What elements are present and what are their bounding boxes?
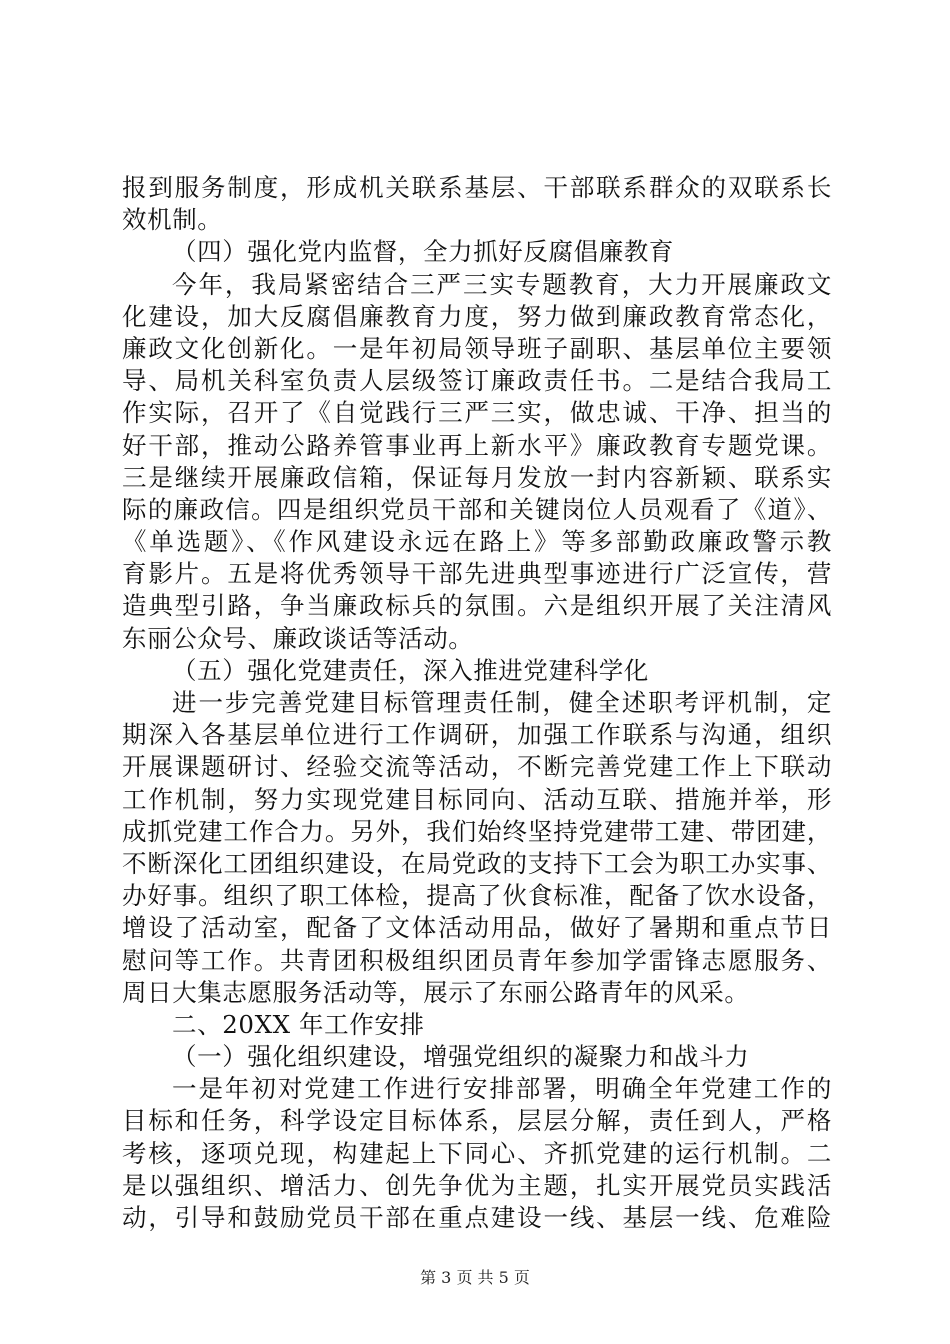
text-line: 考核，逐项兑现，构建起上下同心、齐抓党建的运行机制。二 xyxy=(122,1138,832,1168)
text-line: 动，引导和鼓励党员干部在重点建设一线、基层一线、危难险 xyxy=(122,1203,832,1232)
text-line: 是以强组织、增活力、创先争优为主题，扎实开展党员实践活 xyxy=(122,1170,832,1200)
text-line: 周日大集志愿服务活动等，展示了东丽公路青年的风采。 xyxy=(122,977,750,1007)
text-line: 效机制。 xyxy=(122,205,223,235)
text-line: 导、局机关科室负责人层级签订廉政责任书。二是结合我局工 xyxy=(122,366,832,396)
text-line: 办好事。组织了职工体检，提高了伙食标准，配备了饮水设备， xyxy=(122,881,832,911)
text-line: 化建设，加大反腐倡廉教育力度，努力做到廉政教育常态化， xyxy=(122,301,832,331)
page-footer xyxy=(0,1268,950,1288)
text-line: 际的廉政信。四是组织党员干部和关键岗位人员观看了《道》、 xyxy=(122,494,832,524)
text-line: 好干部，推动公路养管事业再上新水平》廉政教育专题党课。 xyxy=(122,430,832,460)
text-line: 报到服务制度，形成机关联系基层、干部联系群众的双联系长 xyxy=(122,173,832,202)
text-line: 增设了活动室，配备了文体活动用品，做好了暑期和重点节日 xyxy=(122,913,832,943)
document-body xyxy=(122,172,832,1234)
text-line: 开展课题研讨、经验交流等活动，不断完善党建工作上下联动 xyxy=(122,752,832,782)
page-number: 第 3 页 共 5 页 xyxy=(420,1268,530,1287)
text-line: 慰问等工作。共青团积极组织团员青年参加学雷锋志愿服务、 xyxy=(122,945,832,975)
text-line: 成抓党建工作合力。另外，我们始终坚持党建带工建、带团建， xyxy=(122,816,832,846)
text-line: 工作机制，努力实现党建目标同向、活动互联、措施并举，形 xyxy=(122,784,832,814)
text-line: 作实际，召开了《自觉践行三严三实，做忠诚、干净、担当的 xyxy=(122,398,832,428)
text-line: 《单选题》、《作风建设永远在路上》等多部勤政廉政警示教 xyxy=(122,527,832,557)
text-line: 不断深化工团组织建设，在局党政的支持下工会为职工办实事、 xyxy=(122,848,832,878)
text-line: 进一步完善党建目标管理责任制，健全述职考评机制，定 xyxy=(172,688,832,717)
section-heading: （一）强化组织建设，增强党组织的凝聚力和战斗力 xyxy=(172,1042,750,1072)
text-line: 今年，我局紧密结合三严三实专题教育，大力开展廉政文 xyxy=(172,269,832,299)
text-line: 期深入各基层单位进行工作调研，加强工作联系与沟通，组织 xyxy=(122,720,832,750)
text-line: 目标和任务，科学设定目标体系，层层分解，责任到人，严格 xyxy=(122,1106,832,1136)
section-heading: （五）强化党建责任，深入推进党建科学化 xyxy=(172,655,649,685)
text-line: 一是年初对党建工作进行安排部署，明确全年党建工作的 xyxy=(172,1074,832,1104)
text-line: 东丽公众号、廉政谈话等活动。 xyxy=(122,623,474,653)
text-line: 三是继续开展廉政信箱，保证每月发放一封内容新颖、联系实 xyxy=(122,462,832,492)
text-line: 廉政文化创新化。一是年初局领导班子副职、基层单位主要领 xyxy=(122,333,832,363)
text-line: 育影片。五是将优秀领导干部先进典型事迹进行广泛宣传，营 xyxy=(122,559,832,589)
section-heading: （四）强化党内监督，全力抓好反腐倡廉教育 xyxy=(172,237,674,267)
section-heading: 二、20XX 年工作安排 xyxy=(172,1009,425,1039)
text-line: 造典型引路，争当廉政标兵的氛围。六是组织开展了关注清风 xyxy=(122,591,832,621)
